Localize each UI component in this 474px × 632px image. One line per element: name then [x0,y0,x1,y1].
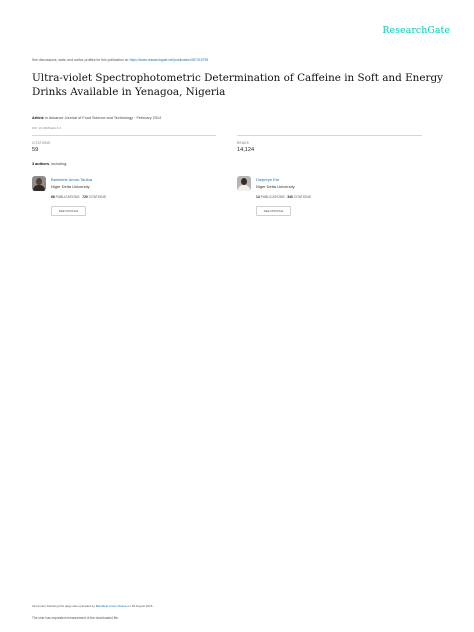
upload-note [32,604,153,608]
journal-name: Advance Journal of Food Science and Technology · February 2014 [48,116,162,120]
enhancement-note: The user has requested enhancement of the downloaded file. [32,616,119,620]
authors-header [32,162,67,166]
doi: DOI: 10.19026/ajfst.6.3 [32,126,61,130]
uploader-link[interactable]: Bamidele Amos-Tautua [95,604,127,608]
divider-right [237,135,422,136]
intro-line [32,58,208,62]
author-name[interactable]: Bamidele Amos-Tautua [51,177,93,182]
author-citations-count: 720 [82,195,88,199]
author-publications-label: PUBLICATIONS [260,195,285,199]
publication-link[interactable]: https://www.researchgate.net/publication/287319795 [129,58,209,62]
citations-label: CITATIONS [32,141,51,145]
upload-suffix: on 18 August 2016. [127,604,154,608]
see-profile-button[interactable]: SEE PROFILE [51,206,86,216]
author-publications-count: 14 [256,195,260,199]
reads-count: 14,124 [237,147,255,153]
author-stats [256,195,311,199]
author-institution: Niger Delta University [51,184,90,189]
author-name[interactable]: Diepreye Ere [256,177,280,182]
publication-info [32,116,161,120]
intro-text: See discussions, stats, and author profiles for this publication at: [32,58,129,62]
author-citations-label: CITATIONS [293,195,311,199]
avatar[interactable] [32,176,46,191]
author-citations-count: 340 [287,195,293,199]
reads-label: READS [237,141,249,145]
see-profile-button[interactable]: SEE PROFILE [256,206,291,216]
author-publications-label: PUBLICATIONS [55,195,80,199]
paper-title: Ultra-violet Spectrophotometric Determination of Caffeine in Soft and Energy Drinks Available in Yenagoa, Nigeria [32,72,443,98]
author-citations-label: CITATIONS [88,195,106,199]
authors-suffix: , including: [49,162,68,166]
author-publications-count: 68 [51,195,55,199]
citations-count: 59 [32,147,39,153]
divider-left [32,135,216,136]
researchgate-logo[interactable]: ResearchGate [382,25,450,36]
authors-count: 3 authors [32,162,50,166]
article-type: Article [32,116,44,120]
in-word: in [44,116,48,120]
avatar[interactable] [237,176,251,191]
author-institution: Niger Delta University [256,184,295,189]
upload-prefix: All content following this page was uploaded by [32,604,95,608]
author-stats [51,195,106,199]
